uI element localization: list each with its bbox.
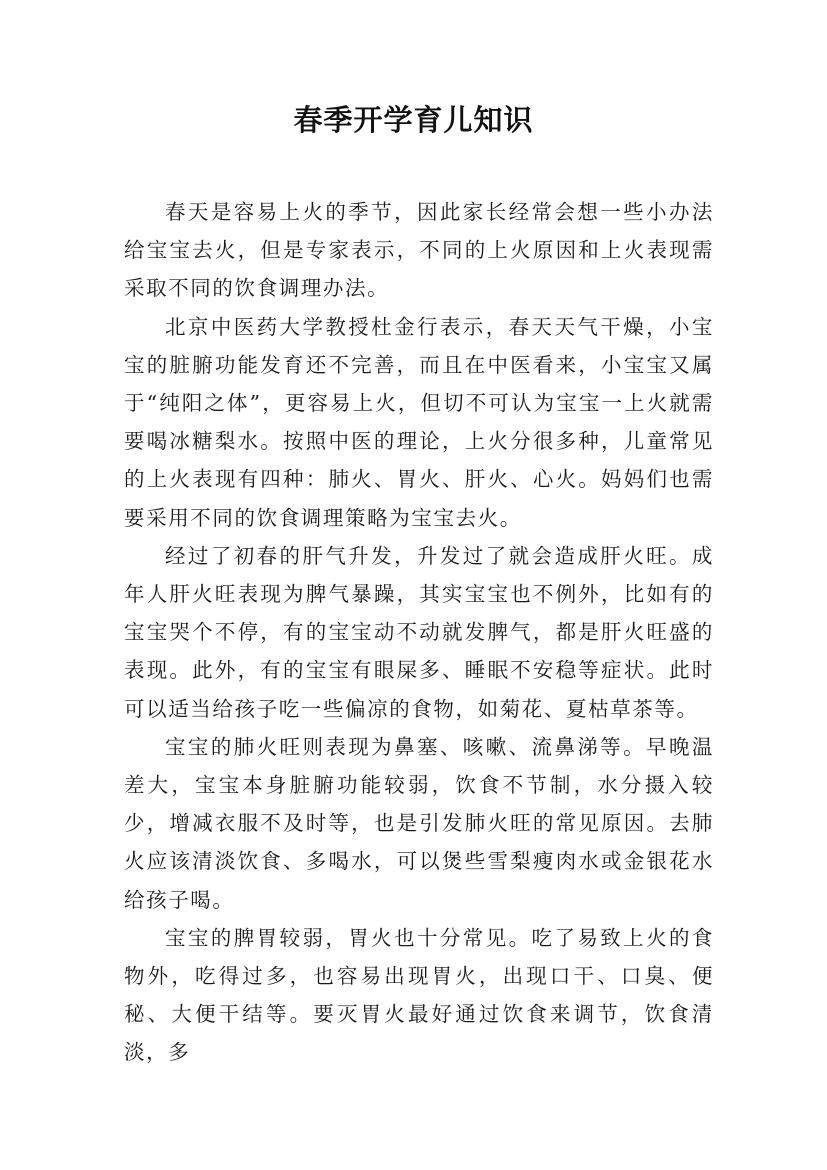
document-title: 春季开学育儿知识	[293, 103, 534, 137]
paragraph-4: 宝宝的肺火旺则表现为鼻塞、咳嗽、流鼻涕等。早晚温差大，宝宝本身脏腑功能较弱，饮食不节制，水分摄入较少，增减衣服不及时等，也是引发肺火旺的常见原因。去肺火应该清淡饮食、多喝水，可以煲些雪梨瘦肉水或金银花水给孩子喝。	[124, 734, 714, 912]
paragraph-5: 宝宝的脾胃较弱，胃火也十分常见。吃了易致上火的食物外，吃得过多，也容易出现胃火，出现口干、口臭、便秘、大便干结等。要灭胃火最好通过饮食来调节，饮食清淡，多	[124, 925, 714, 1065]
document-body	[124, 193, 714, 1072]
paragraph-3: 经过了初春的肝气升发，升发过了就会造成肝火旺。成年人肝火旺表现为脾气暴躁，其实宝宝也不例外，比如有的宝宝哭个不停，有的宝宝动不动就发脾气，都是肝火旺盛的表现。此外，有的宝宝有眼屎多、睡眠不安稳等症状。此时可以适当给孩子吃一些偏凉的食物，如菊花、夏枯草茶等。	[124, 543, 714, 721]
paragraph-1: 春天是容易上火的季节，因此家长经常会想一些小办法给宝宝去火，但是专家表示，不同的上火原因和上火表现需采取不同的饮食调理办法。	[124, 200, 714, 301]
paragraph-2: 北京中医药大学教授杜金行表示，春天天气干燥，小宝宝的脏腑功能发育还不完善，而且在中医看来，小宝宝又属于“纯阳之体”，更容易上火，但切不可认为宝宝一上火就需要喝冰糖梨水。按照中医的理论，上火分很多种，儿童常见的上火表现有四种：肺火、胃火、肝火、心火。妈妈们也需要采用不同的饮食调理策略为宝宝去火。	[124, 314, 714, 530]
